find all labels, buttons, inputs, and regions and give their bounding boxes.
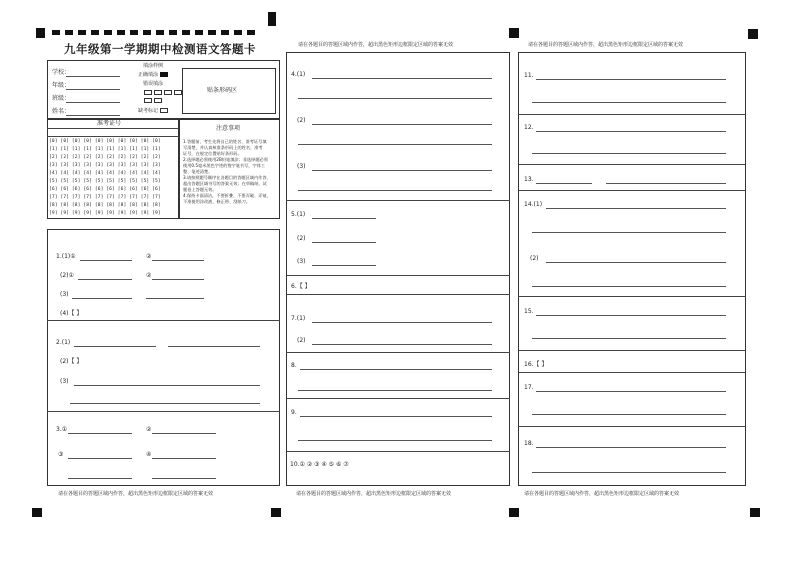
q5-1-label: 5.(1)	[291, 211, 306, 218]
q4-1b-line[interactable]	[298, 98, 492, 99]
col2-bottom-notice: 请在各题目的答题区域内作答，超出黑色矩形边框限定区域的答案无效	[296, 491, 452, 497]
q3-2-label: ②	[146, 426, 152, 433]
q14-1-label: 14.(1)	[524, 201, 543, 208]
barcode-label: 贴条形码区	[207, 87, 238, 94]
col3-divider-7	[518, 426, 746, 427]
q1-1b-label: ②	[146, 253, 152, 260]
q14-1b-line[interactable]	[532, 232, 726, 233]
q5-2-line[interactable]	[312, 242, 376, 243]
field-school-input[interactable]	[66, 76, 120, 77]
q1-3b-line[interactable]	[146, 298, 204, 299]
q11-label: 11.	[524, 72, 534, 79]
q5-3-line[interactable]	[312, 265, 376, 266]
q7-1-line[interactable]	[312, 322, 492, 323]
timing-track	[52, 30, 267, 35]
q1-2b-line[interactable]	[152, 279, 204, 280]
q3-5-line[interactable]	[68, 478, 132, 479]
q18-line[interactable]	[536, 447, 726, 448]
q7-1-label: 7.(1)	[291, 315, 306, 322]
col2-divider-2	[286, 275, 510, 276]
absent-mark-label: 缺考标记	[138, 108, 168, 114]
alignment-mark-top-mid2	[509, 28, 519, 38]
col3-divider-6	[518, 372, 746, 373]
q15-label: 15.	[524, 308, 534, 315]
q13-line[interactable]	[536, 183, 592, 184]
exam-number-divider	[47, 128, 179, 129]
alignment-mark-top-mid	[268, 12, 276, 26]
q2-1-line[interactable]	[74, 346, 156, 347]
q3-1-line[interactable]	[68, 433, 132, 434]
q7-2-label: (2)	[297, 337, 306, 344]
q13-label: 13.	[524, 176, 534, 183]
notes-title: 注意事项	[216, 125, 241, 132]
q4-3-line[interactable]	[312, 170, 492, 171]
col3-answer-area	[518, 52, 746, 486]
q3-4-line[interactable]	[152, 458, 216, 459]
q14-2-label: (2)	[530, 255, 539, 262]
exam-number-digit-grid[interactable]: [0] [0] [0] [0] [0] [0] [0] [0] [0] [0] [1] [1] [1] [1] [1] [1] [1] [1] [1] [1] [2] [2] [2] [2] [2] [2] [2] [2] [2] [2] [3] [3] [3] [3] [3] [3] [3] [3] [3] [3] [4] [4] [4] [4] [4] [4] [4] [4] [4] [4] [5] [5] [5] [5] [5] [5] [5] [5] [5] [5] [6] [6] [6] [6] [6] [6] [6] [6] [6] [6] [7] [7] [7] [7] [7] [7] [7] [7] [7] [7] [8] [8] [8] [8] [8] [8] [8] [8] [8] [8] [9] [9] [9] [9] [9] [9] [9] [9] [9] [9]	[49, 139, 161, 216]
q1-2-line[interactable]	[78, 279, 132, 280]
q1-1-line[interactable]	[80, 260, 132, 261]
q7-2-line[interactable]	[312, 344, 492, 345]
field-class-label: 班级：	[52, 95, 71, 102]
q2-3-label: (3)	[60, 378, 69, 385]
q4-2-label: (2)	[297, 117, 306, 124]
q12-label: 12.	[524, 124, 534, 131]
q5-1-line[interactable]	[312, 218, 376, 219]
alignment-mark-top-right	[748, 29, 758, 39]
field-school-label: 学校：	[52, 69, 71, 76]
q1-1-label: 1.(1)①	[56, 253, 76, 260]
field-grade-input[interactable]	[66, 89, 120, 90]
col3-divider-1	[518, 114, 746, 115]
q3-3-line[interactable]	[68, 458, 132, 459]
page-title: 九年级第一学期期中检测语文答题卡	[64, 42, 256, 56]
alignment-mark-bottom-left	[32, 508, 42, 517]
q13b-line[interactable]	[606, 183, 726, 184]
col1-divider-2	[47, 411, 280, 412]
col3-divider-3	[518, 190, 746, 191]
alignment-mark-top-left	[36, 28, 45, 38]
q4-1-label: 4.(1)	[291, 71, 306, 78]
col3-bottom-notice: 请在各题目的答题区域内作答，超出黑色矩形边框限定区域的答案无效	[524, 491, 680, 497]
q16-label[interactable]: 16.【 】	[524, 361, 548, 368]
q8b-line[interactable]	[298, 390, 492, 391]
col2-divider-5	[286, 398, 510, 399]
q18-label: 18.	[524, 440, 534, 447]
q6-label[interactable]: 6.【 】	[291, 283, 311, 290]
col2-divider-3	[286, 294, 510, 295]
field-name-label: 姓名：	[52, 108, 71, 115]
q3-1-label: 3.①	[56, 426, 68, 433]
q2-1-label: 2.(1)	[56, 339, 71, 346]
alignment-mark-bottom-mid2	[509, 508, 519, 517]
col3-divider-5	[518, 350, 746, 351]
q3-6-line[interactable]	[152, 478, 216, 479]
q1-2-label: (2)①	[60, 272, 74, 279]
exam-number-divider-2	[47, 136, 179, 137]
q4-1-line[interactable]	[312, 78, 492, 79]
q5-3-label: (3)	[297, 258, 306, 265]
col1-bottom-notice: 请在各题目的答题区域内作答，超出黑色矩形边框限定区域的答案无效	[58, 491, 214, 497]
q9-label: 9.	[291, 409, 297, 416]
q4-3-label: (3)	[297, 163, 306, 170]
col3-divider-2	[518, 164, 746, 165]
q14-1-line[interactable]	[546, 208, 726, 209]
q12-line[interactable]	[536, 131, 726, 132]
field-class-input[interactable]	[66, 102, 120, 103]
q1-1b-line[interactable]	[152, 260, 204, 261]
q17-line[interactable]	[536, 391, 726, 392]
q11-line[interactable]	[536, 79, 726, 80]
q17b-line[interactable]	[532, 414, 726, 415]
q2-1b-line[interactable]	[168, 346, 260, 347]
q15b-line[interactable]	[532, 338, 726, 339]
fill-wrong-label: 错误填涂	[143, 81, 164, 87]
q14-2-line[interactable]	[546, 262, 726, 263]
q4-2b-line[interactable]	[298, 144, 492, 145]
q2-2-label[interactable]: (2)【 】	[60, 358, 83, 365]
field-name-input[interactable]	[66, 115, 120, 116]
absent-mark-checkbox[interactable]	[160, 108, 168, 113]
col3-top-notice: 请在各题目的答题区域内作答，超出黑色矩形边框限定区域的答案无效	[528, 42, 684, 48]
q12b-line[interactable]	[532, 153, 726, 154]
fill-correct-sample	[160, 72, 168, 77]
q3-2-line[interactable]	[152, 433, 216, 434]
q14-2b-line[interactable]	[532, 286, 726, 287]
q17-label: 17.	[524, 384, 534, 391]
q1-2b-label: ②	[146, 272, 152, 279]
q3-4-label: ④	[146, 451, 152, 458]
q2-3b-line[interactable]	[70, 403, 260, 404]
q8-line[interactable]	[300, 369, 492, 370]
q1-4-label[interactable]: (4)【 】	[60, 310, 83, 317]
q11b-line[interactable]	[532, 102, 726, 103]
col2-answer-area	[286, 52, 510, 486]
q1-3-line[interactable]	[72, 298, 132, 299]
col2-divider-4	[286, 352, 510, 353]
alignment-mark-bottom-mid	[271, 508, 281, 517]
q2-3-line[interactable]	[74, 385, 260, 386]
fill-wrong-samples	[142, 90, 182, 96]
q3-3-label: ③	[58, 451, 64, 458]
q5-2-label: (2)	[297, 235, 306, 242]
col2-divider-6	[286, 451, 510, 452]
q9b-line[interactable]	[298, 440, 492, 441]
fill-wrong-samples-2	[142, 98, 162, 104]
col2-divider-1	[286, 200, 510, 201]
col2-top-notice: 请在各题目的答题区域内作答，超出黑色矩形边框限定区域的答案无效	[298, 42, 454, 48]
field-grade-label: 年级：	[52, 82, 71, 89]
q9-line[interactable]	[300, 416, 492, 417]
exam-number-label: 准考证号	[97, 120, 122, 127]
fill-example-header: 填涂样例	[143, 63, 164, 69]
q1-3-label: (3)	[60, 291, 69, 298]
q4-3b-line[interactable]	[298, 190, 492, 191]
col1-divider-1	[47, 320, 280, 321]
q10-options[interactable]: 10.① ② ③ ④ ⑤ ⑥ ⑦	[290, 461, 349, 468]
col3-divider-4	[518, 296, 746, 297]
fill-correct-label: 正确填涂	[138, 72, 168, 78]
q8-label: 8.	[291, 362, 297, 369]
q18b-line[interactable]	[532, 472, 726, 473]
q4-2-line[interactable]	[312, 124, 492, 125]
q15-line[interactable]	[536, 315, 726, 316]
alignment-mark-bottom-right	[750, 508, 760, 517]
